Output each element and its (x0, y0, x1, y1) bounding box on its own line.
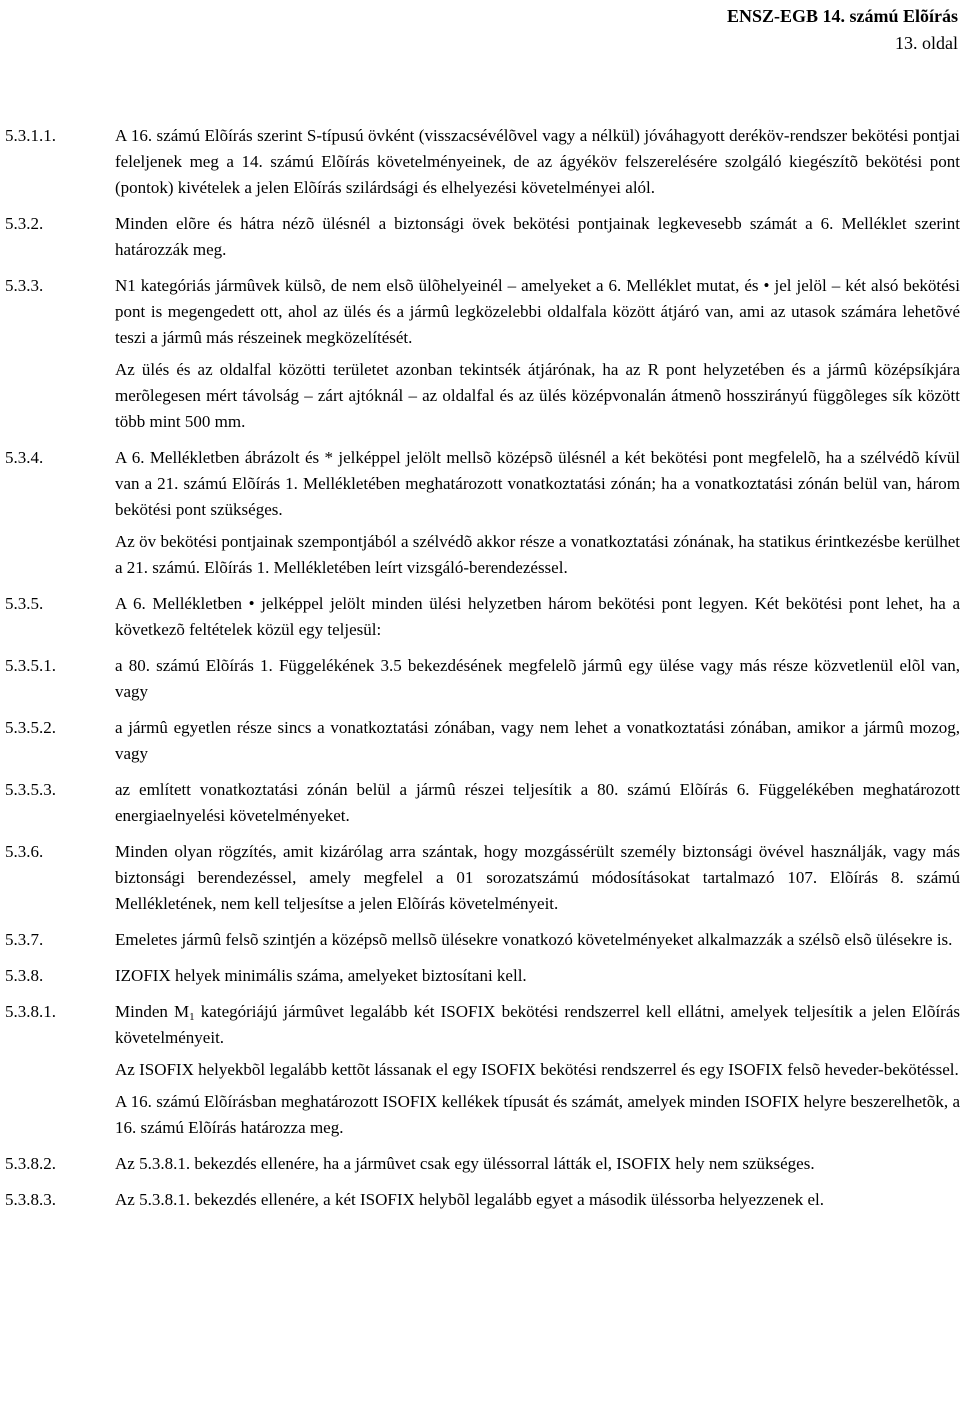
section-number: 5.3.7. (5, 930, 44, 949)
text-after-subscript: kategóriájú jármûvet legalább két ISOFIX bekötési rendszerrel kell ellátni, amelyek teljesítik a jelen Elõírás követelményeit. (115, 1002, 960, 1047)
section-5-3-5-2 (5, 715, 960, 767)
section-number: 5.3.5. (5, 594, 44, 613)
section-text: A 6. Mellékletben ábrázolt és * jelképpel jelölt mellsõ középsõ ülésnél a két bekötési pont megfelelõ, ha a szélvédõ kívül van a 21. számú Elõírás 1. Mellékletében meghatározott vonatkoztatási zónán; ha a vonatkoztatási zónán belül van, három bekötési pont szükséges. (115, 448, 960, 519)
section-5-3-3 (5, 273, 960, 351)
section-text-continuation: A 16. számú Elõírásban meghatározott ISOFIX kellékek típusát és számát, amelyek minden ISOFIX helyre beszerelhetõk, a 16. számú Elõírás határozza meg. (115, 1092, 960, 1137)
section-5-3-7 (5, 927, 960, 953)
document-body (5, 123, 960, 1223)
section-5-3-1-1 (5, 123, 960, 201)
section-5-3-8-2 (5, 1151, 960, 1177)
section-number: 5.3.8.2. (5, 1154, 56, 1173)
section-text-continuation: Az ISOFIX helyekbõl legalább kettõt lássanak el egy ISOFIX bekötési rendszerrel és egy ISOFIX felsõ heveder-bekötéssel. (115, 1060, 959, 1079)
section-number: 5.3.8.1. (5, 1002, 56, 1021)
section-5-3-2 (5, 211, 960, 263)
section-text: a 80. számú Elõírás 1. Függelékének 3.5 bekezdésének megfelelõ jármû egy ülése vagy más része közvetlenül elõl van, vagy (115, 656, 960, 701)
section-number: 5.3.5.3. (5, 780, 56, 799)
section-number: 5.3.4. (5, 448, 44, 467)
section-text: IZOFIX helyek minimális száma, amelyeket biztosítani kell. (115, 966, 527, 985)
section-text: N1 kategóriás jármûvek külsõ, de nem elsõ ülõhelyeinél – amelyeket a 6. Melléklet mutat, és • jel jelöl – két alsó bekötési pont is megengedett ott, ahol az ülés és a jármû legközelebbi oldalfala között átjáró van, ami az utasok számára lehetõvé teszi a jármû más részeinek megközelítését. (115, 276, 960, 347)
section-5-3-6 (5, 839, 960, 917)
section-text: Az 5.3.8.1. bekezdés ellenére, ha a jármûvet csak egy üléssorral látták el, ISOFIX hely nem szükséges. (115, 1154, 815, 1173)
section-text-continuation: Az ülés és az oldalfal közötti területet azonban tekintsék átjárónak, ha az R pont helyzetében és a jármû középsíkjára merõlegesen mért távolság – zárt ajtóknál – az oldalfal és az ülés középvonalán átmenõ hosszirányú függõleges sík között több mint 500 mm. (115, 360, 960, 431)
section-number: 5.3.2. (5, 214, 44, 233)
section-text: A 16. számú Elõírás szerint S-típusú övként (visszacsévélõvel vagy a nélkül) jóváhagyott deréköv-rendszer bekötési pontjai feleljenek meg a 14. számú Elõírás követelményeinek, de az ágyéköv felszerelésére szolgáló kiegészítõ bekötési pont (pontok) kivételek a jelen Elõírás szilárdsági és elhelyezési követelményei alól. (115, 126, 960, 197)
section-5-3-5-1 (5, 653, 960, 705)
section-5-3-8-3 (5, 1187, 960, 1213)
text-before-subscript: Minden M (115, 1002, 190, 1021)
section-number: 5.3.5.1. (5, 656, 56, 675)
section-text: Minden olyan rögzítés, amit kizárólag arra szántak, hogy mozgássérült személy biztonsági övével használják, vagy más biztonsági berendezéssel, amely megfelel a 01 sorozatszámú módosításokat tartalmazó 107. Elõírás 8. számú Mellékletének, nem kell teljesítse a jelen Elõírás követelményeit. (115, 842, 960, 913)
section-text-continuation: Az öv bekötési pontjainak szempontjából a szélvédõ akkor része a vonatkoztatási zónának, ha statikus érintkezésbe kerülhet a 21. számú. Elõírás 1. Mellékletében leírt vizsgáló-berendezéssel. (115, 532, 960, 577)
section-5-3-5 (5, 591, 960, 643)
section-5-3-8 (5, 963, 960, 989)
section-5-3-5-3 (5, 777, 960, 829)
section-number: 5.3.1.1. (5, 126, 56, 145)
section-text: A 6. Mellékletben • jelképpel jelölt minden ülési helyzetben három bekötési pont legyen. Két bekötési pont lehet, ha a következõ feltételek közül egy teljesül: (115, 594, 960, 639)
page-header (727, 3, 958, 57)
section-number: 5.3.3. (5, 276, 44, 295)
section-text: az említett vonatkoztatási zónán belül a jármû részei teljesítik a 80. számú Elõírás 6. Függelékében meghatározott energiaelnyelési követelményeket. (115, 780, 960, 825)
section-number: 5.3.8.3. (5, 1190, 56, 1209)
section-text: Minden elõre és hátra nézõ ülésnél a biztonsági övek bekötési pontjainak legkevesebb számát a 6. Melléklet szerint határozzák meg. (115, 214, 960, 259)
section-number: 5.3.8. (5, 966, 44, 985)
document-title: ENSZ-EGB 14. számú Elõírás (726, 6, 958, 26)
section-text (115, 999, 960, 1051)
section-text: Emeletes jármû felsõ szintjén a középsõ mellsõ ülésekre vonatkozó követelményeket alkalmazzák a szélsõ elsõ ülésekre is. (115, 930, 953, 949)
section-text: Az 5.3.8.1. bekezdés ellenére, a két ISOFIX helybõl legalább egyet a második üléssorba helyezzenek el. (115, 1190, 825, 1209)
section-5-3-4 (5, 445, 960, 523)
subscript: 1 (189, 1011, 195, 1023)
section-number: 5.3.6. (5, 842, 44, 861)
section-text: a jármû egyetlen része sincs a vonatkoztatási zónában, vagy nem lehet a vonatkoztatási zónában, amikor a jármû mozog, vagy (115, 718, 960, 763)
page-number: 13. oldal (895, 33, 958, 53)
section-number: 5.3.5.2. (5, 718, 56, 737)
section-5-3-8-1 (5, 999, 960, 1051)
